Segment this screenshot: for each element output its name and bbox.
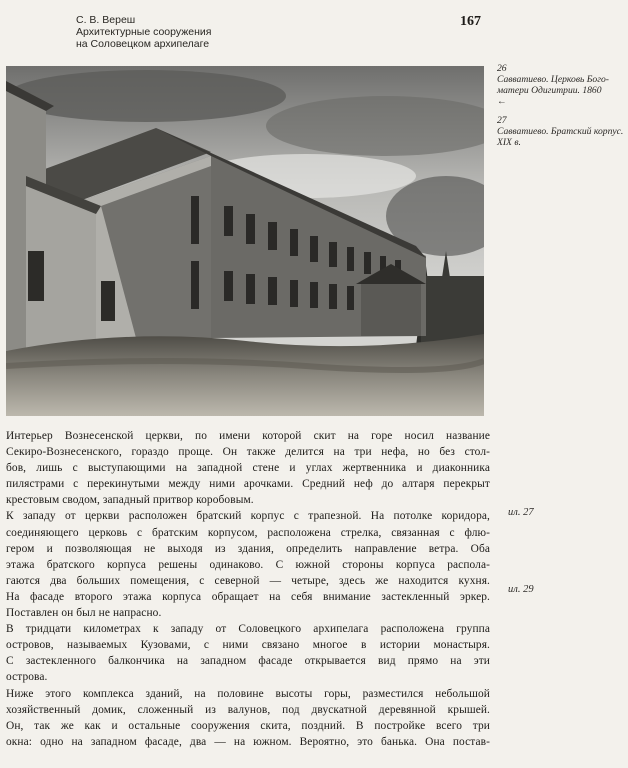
- text-line: Интерьер Вознесенской церкви, по имени которой скит на горе носил название: [6, 430, 490, 442]
- text-line: Поставлен он был не напрасно.: [6, 607, 162, 620]
- caption-26: [497, 63, 625, 107]
- text-line: этажа братского корпуса решены одинаково. С южной стороны корпуса распола-: [6, 558, 490, 571]
- paragraph: [6, 621, 490, 685]
- text-line: островов, называемых Кузовами, с ними связано многое в истории монастыря.: [6, 639, 490, 652]
- paragraph: [6, 508, 490, 621]
- margin-reference: ил. 27: [508, 507, 534, 518]
- text-line: С застекленного балкончика на западном фасаде открывается вид прямо на эти: [6, 655, 490, 668]
- chapter-title-line-2: на Соловецком архипелаге: [76, 38, 210, 50]
- building-photo: [6, 66, 484, 416]
- text-line: В тридцати километрах к западу от Соловецкого архипелага расположена группа: [6, 623, 490, 636]
- text-line: К западу от церкви расположен братский корпус с трапезной. На потолке коридора,: [6, 510, 490, 523]
- page-number: 167: [460, 14, 481, 29]
- body-text: [6, 428, 490, 750]
- caption-number: 26: [497, 63, 507, 74]
- text-line: Он, так же как и остальные сооружения скита, поздний. В постройке всего три: [6, 719, 490, 732]
- text-line: гером и позволяющая не выходя из здания, определить направление ветра. Оба: [6, 542, 490, 555]
- caption-27: [497, 115, 625, 148]
- text-line: окна: одно на западном фасаде, два — на южном. Вероятно, это банька. Она постав-: [6, 735, 490, 748]
- text-line: Секиро-Вознесенского, гораздо проще. Он также делится на три нефа, но без стол-: [6, 446, 490, 459]
- text-line: острова.: [6, 671, 48, 684]
- text-line: гаются два больших помещения, с северной — четыре, здесь же находится кухня.: [6, 574, 490, 587]
- text-line: На фасаде второго этажа корпуса обращает на себя внимание застекленный эркер.: [6, 590, 490, 603]
- author-name: С. В. Вереш: [76, 14, 136, 26]
- caption-text: Савватиево. Церковь Бого-матери Одигитрии. 1860: [497, 74, 609, 96]
- chapter-title-line-1: Архитектурные сооружения: [76, 26, 212, 38]
- paragraph: [6, 686, 490, 750]
- left-arrow-icon: ←: [497, 96, 507, 107]
- paragraph: [6, 428, 490, 508]
- text-line: бов, лишь с выступающими на западной стене и углах жертвенника и диаконника: [6, 462, 490, 475]
- text-line: хозяйственный домик, сложенный из валунов, под двускатной деревянной крышей.: [6, 703, 490, 716]
- caption-number: 27: [497, 115, 507, 126]
- text-line: Ниже этого комплекса зданий, на половине высоты горы, разместился небольшой: [6, 687, 490, 700]
- caption-text: Савватиево. Братский корпус. XIX в.: [497, 126, 624, 148]
- figure-captions: [497, 63, 625, 156]
- text-line: соединяющего церковь с братским корпусом, расположена стрелка, связанная с флю-: [6, 526, 490, 539]
- text-line: пилястрами с перекинутыми между ними арочками. Средний неф до алтаря перекрыт: [6, 478, 490, 491]
- text-line: крестовым сводом, западный притвор коробовым.: [6, 494, 254, 507]
- running-header: [76, 14, 211, 50]
- margin-reference: ил. 29: [508, 584, 534, 595]
